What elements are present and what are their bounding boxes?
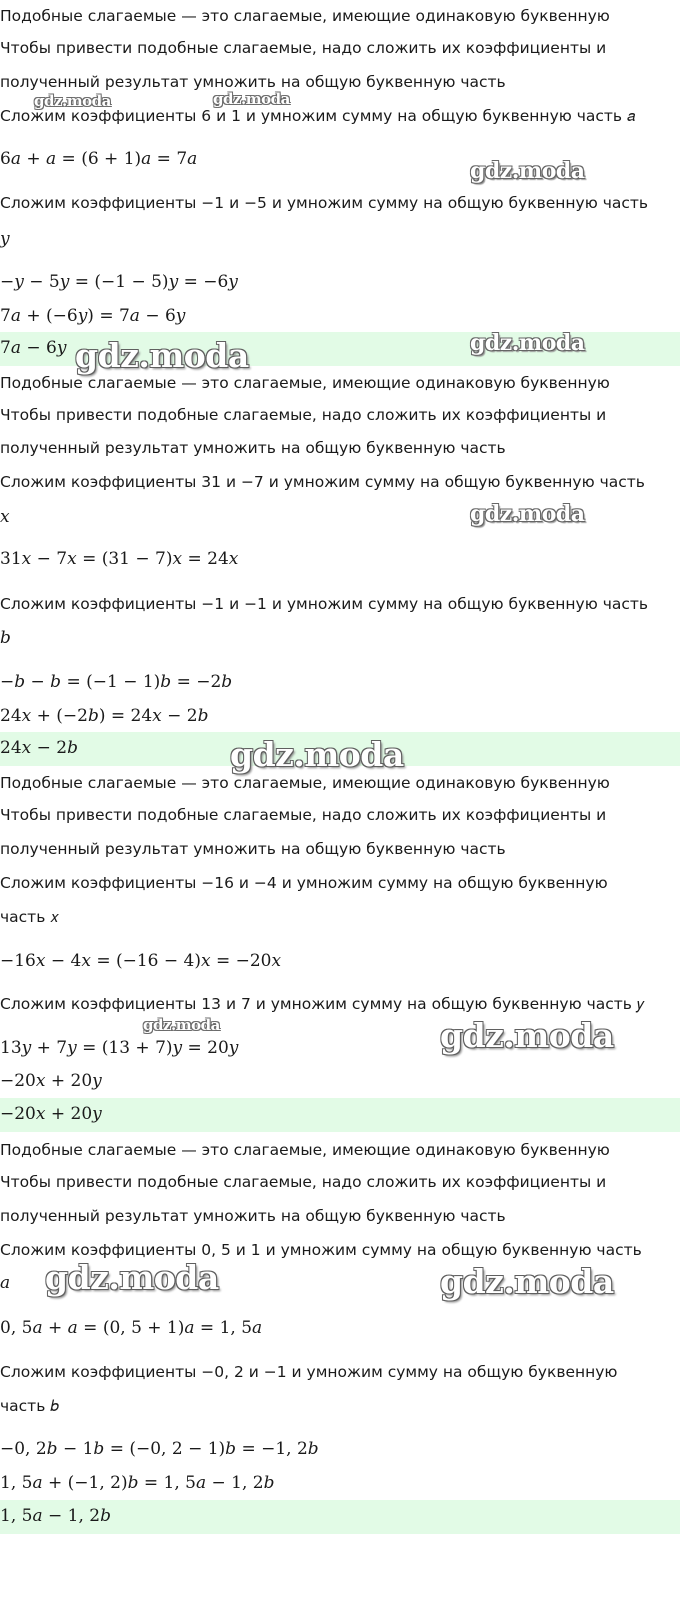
math-line: 13𝑦 + 7𝑦 = (13 + 7)𝑦 = 20𝑦 [0,1038,239,1058]
math-line: −𝑦 − 5𝑦 = (−1 − 5)𝑦 = −6𝑦 [0,272,238,292]
math-line: 24𝑥 + (−2𝑏) = 24𝑥 − 2𝑏 [0,706,209,726]
answer-text: 24𝑥 − 2𝑏 [0,738,78,758]
rule-line: полученный результат умножить на общую буквенную часть [0,1207,506,1225]
step-line: Сложим коэффициенты 6 и 1 и умножим сумму на общую буквенную часть 𝑎 [0,107,636,125]
math-line: 6𝑎 + 𝑎 = (6 + 1)𝑎 = 7𝑎 [0,149,198,169]
math-line: −20𝑥 + 20𝑦 [0,1071,102,1091]
step-variable: 𝑥 [0,507,10,527]
step-line: часть 𝑥 [0,908,59,926]
math-line: −𝑏 − 𝑏 = (−1 − 1)𝑏 = −2𝑏 [0,672,233,692]
answer-text: 7𝑎 − 6𝑦 [0,338,67,358]
definition-line: Подобные слагаемые — это слагаемые, имеющие одинаковую буквенную [0,7,610,25]
math-line: −0, 2𝑏 − 1𝑏 = (−0, 2 − 1)𝑏 = −1, 2𝑏 [0,1439,319,1459]
rule-line: Чтобы привести подобные слагаемые, надо сложить их коэффициенты и [0,39,607,57]
step-line: Сложим коэффициенты −0, 2 и −1 и умножим сумму на общую буквенную [0,1363,618,1381]
watermark-logo: gdz.moda [143,1016,220,1034]
watermark-logo: gdz.moda [213,90,290,108]
step-line: Сложим коэффициенты 0, 5 и 1 и умножим сумму на общую буквенную часть [0,1241,642,1259]
watermark-logo: gdz.moda [230,735,404,774]
definition-line: Подобные слагаемые — это слагаемые, имеющие одинаковую буквенную [0,374,610,392]
step-variable: 𝑎 [0,1273,11,1293]
step-line: Сложим коэффициенты 31 и −7 и умножим сумму на общую буквенную часть [0,473,645,491]
step-line: Сложим коэффициенты −1 и −5 и умножим сумму на общую буквенную часть [0,194,649,212]
answer-box [0,1500,680,1534]
step-line: часть 𝑏 [0,1397,59,1415]
step-line: Сложим коэффициенты −16 и −4 и умножим сумму на общую буквенную [0,874,608,892]
step-variable: 𝑏 [0,628,11,648]
watermark-logo: gdz.moda [45,1258,219,1297]
step-line: Сложим коэффициенты 13 и 7 и умножим сумму на общую буквенную часть 𝑦 [0,995,645,1013]
math-line: 7𝑎 + (−6𝑦) = 7𝑎 − 6𝑦 [0,306,186,326]
watermark-logo: gdz.moda [470,158,585,184]
definition-line: Подобные слагаемые — это слагаемые, имеющие одинаковую буквенную [0,1141,610,1159]
rule-line: полученный результат умножить на общую буквенную часть [0,439,506,457]
definition-line: Подобные слагаемые — это слагаемые, имеющие одинаковую буквенную [0,774,610,792]
rule-line: полученный результат умножить на общую буквенную часть [0,73,506,91]
rule-line: Чтобы привести подобные слагаемые, надо сложить их коэффициенты и [0,806,607,824]
math-line: 1, 5𝑎 + (−1, 2)𝑏 = 1, 5𝑎 − 1, 2𝑏 [0,1473,275,1493]
watermark-logo: gdz.moda [440,1016,614,1055]
rule-line: Чтобы привести подобные слагаемые, надо сложить их коэффициенты и [0,406,607,424]
math-line: 31𝑥 − 7𝑥 = (31 − 7)𝑥 = 24𝑥 [0,549,239,569]
step-variable: 𝑦 [0,229,10,249]
watermark-logo: gdz.moda [470,501,585,527]
answer-box [0,1098,680,1132]
watermark-logo: gdz.moda [440,1262,614,1301]
answer-text: −20𝑥 + 20𝑦 [0,1104,102,1124]
step-line: Сложим коэффициенты −1 и −1 и умножим сумму на общую буквенную часть [0,595,649,613]
watermark-logo: gdz.moda [470,330,585,356]
answer-text: 1, 5𝑎 − 1, 2𝑏 [0,1506,111,1526]
rule-line: полученный результат умножить на общую буквенную часть [0,840,506,858]
rule-line: Чтобы привести подобные слагаемые, надо сложить их коэффициенты и [0,1173,607,1191]
math-line: 0, 5𝑎 + 𝑎 = (0, 5 + 1)𝑎 = 1, 5𝑎 [0,1318,263,1338]
watermark-logo: gdz.moda [75,336,249,375]
watermark-logo: gdz.moda [34,92,111,110]
math-line: −16𝑥 − 4𝑥 = (−16 − 4)𝑥 = −20𝑥 [0,951,282,971]
